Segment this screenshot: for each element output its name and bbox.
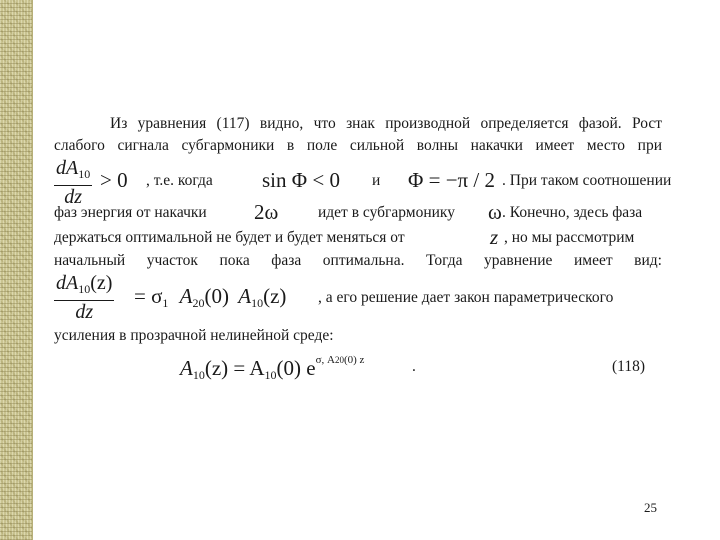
decorative-border-stripe bbox=[0, 0, 33, 540]
text-line-8: усиления в прозрачной нелинейной среде: bbox=[54, 327, 334, 344]
equation-118-period: . bbox=[412, 358, 416, 375]
equation-lhs-fraction: $\frac{dA_{10}(z)}{dz}$ bbox=[56, 272, 113, 323]
derivative-fraction: $\frac{dA_{10}}{dz}$ bbox=[56, 157, 91, 208]
text-line-6: начальный участок пока фаза оптимальна. Тогда уравнение имеет вид: bbox=[54, 252, 662, 269]
text-line-5b: , но мы рассмотрим bbox=[504, 229, 635, 246]
two-omega: 2ω bbox=[254, 200, 279, 224]
gt-zero: > 0 bbox=[100, 168, 128, 192]
text-line-5a: держаться оптимальной не будет и будет меняться от bbox=[54, 229, 405, 246]
text-line-3a: , т.е. когда bbox=[146, 172, 213, 189]
equation-number: (118) bbox=[612, 358, 645, 375]
text-line-1: Из уравнения (117) видно, что знак производной определяется фазой. Рост bbox=[110, 115, 662, 132]
equation-rhs: = $\sigma_1$ $A_{20}(0)$ $A_{10}(z)$ bbox=[134, 284, 287, 310]
equation-118: $A_{10}(z) = A_{10}(0)$ $e^{\sigma, A20(0) z}$ bbox=[180, 354, 365, 382]
text-line-7: , а его решение дает закон параметрического bbox=[318, 289, 614, 306]
text-line-3c: . При таком соотношении bbox=[502, 172, 672, 189]
variable-z: z bbox=[490, 225, 499, 249]
text-line-4b: идет в субгармонику bbox=[318, 204, 455, 221]
page-number: 25 bbox=[644, 500, 657, 515]
text-line-3b: и bbox=[372, 172, 381, 189]
sin-phi-condition: sin Φ < 0 bbox=[262, 168, 340, 192]
text-line-4c: . Конечно, здесь фаза bbox=[502, 204, 643, 221]
omega: ω bbox=[488, 200, 502, 224]
phi-equation: Φ = −π / 2 bbox=[408, 168, 495, 192]
text-line-4a: фаз энергия от накачки bbox=[54, 204, 207, 221]
text-line-2: слабого сигнала субгармоники в поле сильной волны накачки имеет место при bbox=[54, 137, 662, 154]
